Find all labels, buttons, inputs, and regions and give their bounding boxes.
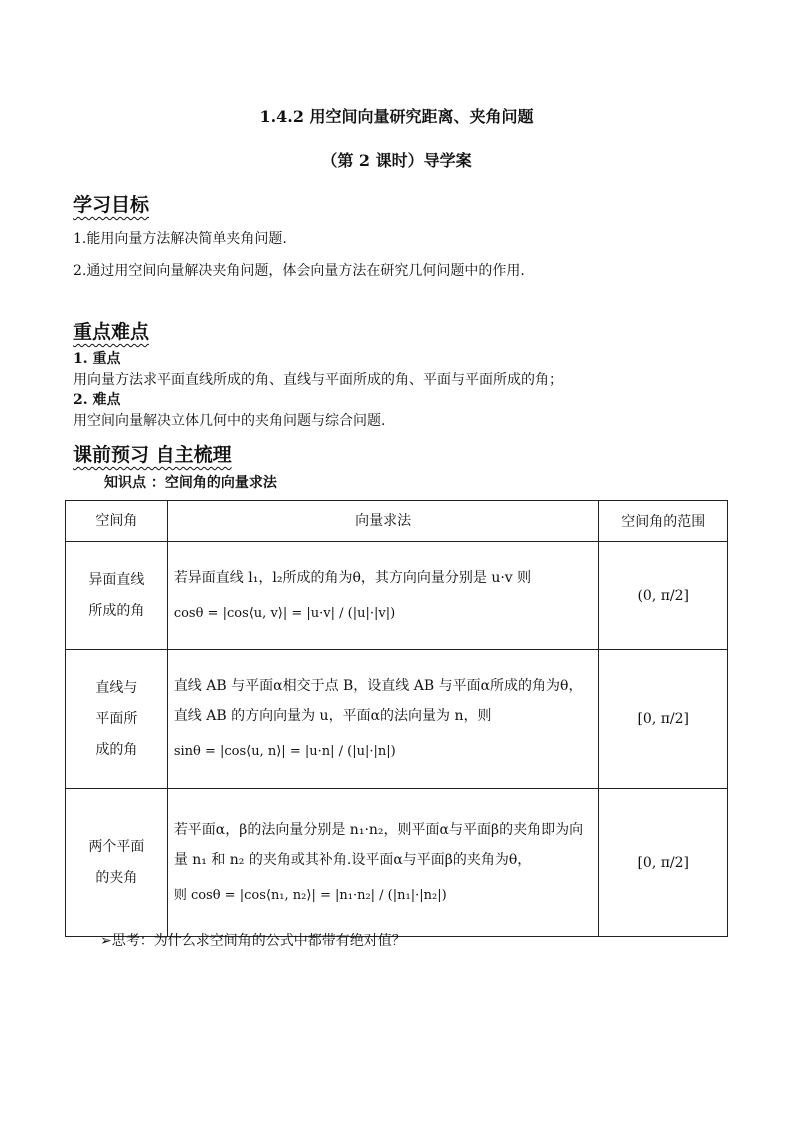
row2-range-value: [0, π/2] [637,711,690,727]
row3-name [66,789,168,937]
header-range: 空间角的范围 [599,501,728,542]
row1-range [599,542,728,650]
objective-item-2: 2.通过用空间向量解决夹角问题，体会向量方法在研究几何问题中的作用. [73,263,525,279]
row2-method [167,650,599,789]
table-row [66,542,728,650]
row1-formula: cosθ = |cos⟨u, v⟩| = |u·v| / (|u|·|v|) [173,605,396,621]
row1-method-text: 若异面直线 l₁，l₂所成的角为θ，其方向向量分别是 u·v 则 [173,569,532,586]
row1-range-value: (0, π/2] [637,587,690,604]
hard-text: 用空间向量解决立体几何中的夹角问题与综合问题. [73,413,386,429]
row1-name-line: 所成的角 [88,602,145,619]
row1-name [66,542,168,650]
row3-range-value: [0, π/2] [637,854,690,871]
row2-name [66,650,168,789]
hard-label: 2. 难点 [73,392,121,408]
row3-name-line: 的夹角 [95,869,138,886]
row3-name-line: 两个平面 [88,838,145,855]
table-header-row [66,501,728,542]
row3-range [599,789,728,937]
row1-method [167,542,599,650]
knowledge-point: 知识点 ：空间角的向量求法 [104,475,277,491]
row3-method-text: 若平面α，β的法向量分别是 n₁·n₂，则平面α与平面β的夹角即为向量 n₁ 和 n₂ 的夹角或其补角.设平面α与平面β的夹角为θ， [173,821,584,868]
key-text: 用向量方法求平面直线所成的角、直线与平面所成的角、平面与平面所成的角； [73,372,563,388]
row3-method [167,789,599,937]
section-heading-key-points: 重点难点 [73,321,150,343]
key-label: 1. 重点 [73,351,121,367]
space-angle-table [65,500,728,937]
document-title: 1.4.2 用空间向量研究距离、夹角问题 [259,107,534,126]
table-row [66,789,728,937]
header-angle: 空间角 [66,501,168,542]
row2-name-line: 成的角 [95,741,138,758]
table-row [66,650,728,789]
row2-range [599,650,728,789]
row1-name-line: 异面直线 [88,571,145,588]
section-heading-preview: 课前预习 自主梳理 [73,444,232,466]
row2-name-line: 平面所 [95,710,138,727]
header-method: 向量求法 [167,501,599,542]
row2-name-line: 直线与 [95,679,138,696]
section-heading-objectives: 学习目标 [73,194,150,216]
think-question: ➢思考：为什么求空间角的公式中都带有绝对值？ [100,933,406,949]
row2-formula: sinθ = |cos⟨u, n⟩| = |u·n| / (|u|·|n|) [173,744,396,759]
row3-formula: 则 cosθ = |cos⟨n₁, n₂⟩| = |n₁·n₂| / (|n₁|·|n₂|) [173,887,447,903]
objective-item-1: 1.能用向量方法解决简单夹角问题. [73,231,287,247]
document-subtitle: （第 2 课时）导学案 [321,151,472,170]
row2-method-text: 直线 AB 与平面α相交于点 B，设直线 AB 与平面α所成的角为θ，直线 AB 的方向向量为 u，平面α的法向量为 n，则 [173,678,583,724]
